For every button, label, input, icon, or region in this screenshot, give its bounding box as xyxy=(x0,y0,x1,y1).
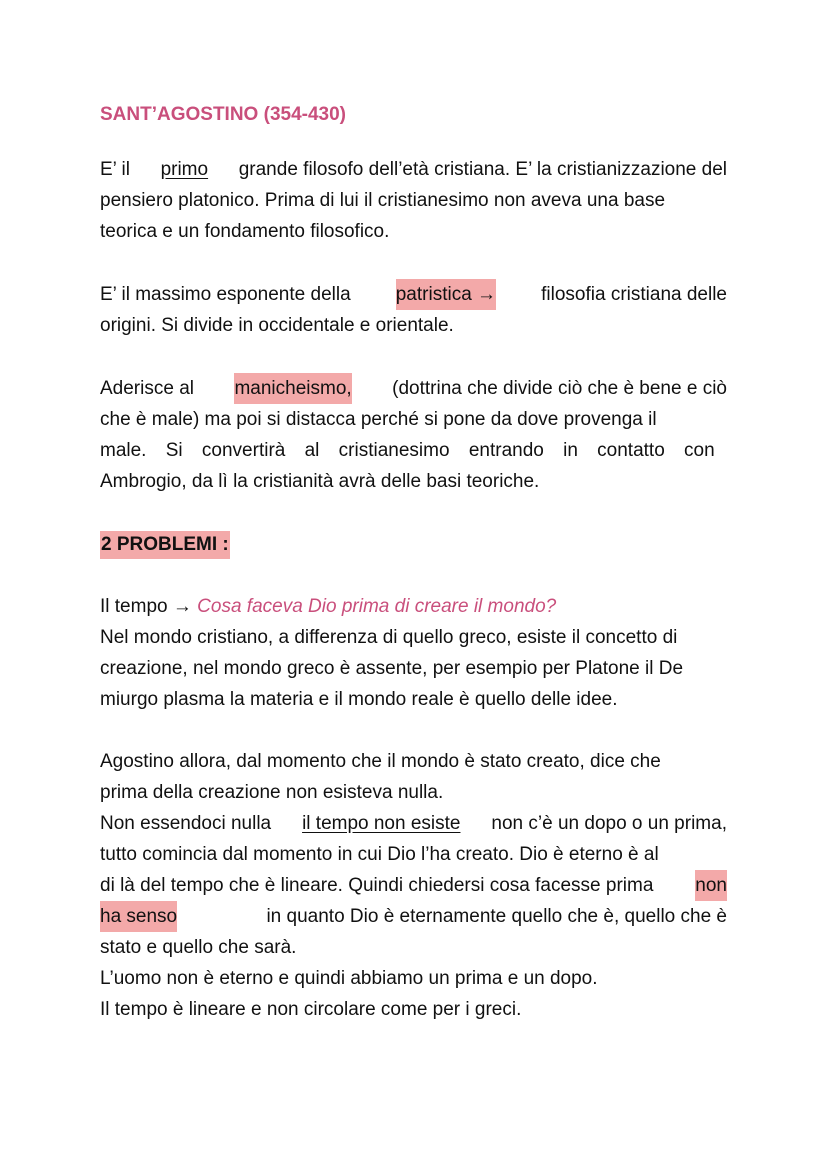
highlight-non-ha-senso: ha senso xyxy=(100,901,177,932)
paragraph-tempo xyxy=(100,591,727,715)
paragraph-agostino xyxy=(100,746,727,1025)
text-line: teorica e un fondamento filosofico. xyxy=(100,221,390,242)
text-line: E’ il primo grande filosofo dell’età cristiana. E’ la cristianizzazione del xyxy=(100,154,727,185)
text-line: E’ il massimo esponente della patristica → filosofia cristiana delle xyxy=(100,279,727,310)
text-line xyxy=(100,591,727,622)
tempo-question: Cosa faceva Dio prima di creare il mondo? xyxy=(197,596,557,617)
text-line: Agostino allora, dal momento che il mondo è stato creato, dice che xyxy=(100,751,661,772)
text-line: tutto comincia dal momento in cui Dio l’ha creato. Dio è eterno è al xyxy=(100,844,659,865)
highlight-manicheismo: manicheismo, xyxy=(234,373,351,404)
text-line: Nel mondo cristiano, a differenza di quello greco, esiste il concetto di xyxy=(100,627,678,648)
text-line: creazione, nel mondo greco è assente, per esempio per Platone il De xyxy=(100,658,684,679)
text-line: L’uomo non è eterno e quindi abbiamo un prima e un dopo. xyxy=(100,968,598,989)
paragraph-manicheismo xyxy=(100,373,727,497)
text-line: male. Si convertirà al cristianesimo entrando in contatto con xyxy=(100,440,715,461)
text-line: ha senso in quanto Dio è eternamente quello che è, quello che è xyxy=(100,901,727,932)
text-line: miurgo plasma la materia e il mondo reale è quello delle idee. xyxy=(100,689,618,710)
text-line: di là del tempo che è lineare. Quindi chiedersi cosa facesse prima non xyxy=(100,870,727,901)
text-line: Aderisce al manicheismo, (dottrina che divide ciò che è bene e ciò xyxy=(100,373,727,404)
highlight-non-ha-senso: non xyxy=(695,870,727,901)
page-title: SANT’AGOSTINO (354-430) xyxy=(100,104,346,125)
text-line: prima della creazione non esisteva nulla. xyxy=(100,782,444,803)
text-line: stato e quello che sarà. xyxy=(100,937,297,958)
text-line: Non essendoci nulla il tempo non esiste non c’è un dopo o un prima, xyxy=(100,808,727,839)
problems-heading: 2 PROBLEMI : xyxy=(100,531,230,559)
text-line: che è male) ma poi si distacca perché si pone da dove provenga il xyxy=(100,409,657,430)
text-line: Ambrogio, da lì la cristianità avrà delle basi teoriche. xyxy=(100,471,540,492)
tempo-label: Il tempo → xyxy=(100,596,192,617)
paragraph-patristica xyxy=(100,279,727,341)
underlined-word: primo xyxy=(160,159,209,180)
text-line: Il tempo è lineare e non circolare come per i greci. xyxy=(100,999,522,1020)
underlined-phrase: il tempo non esiste xyxy=(302,813,461,834)
text-line: origini. Si divide in occidentale e orientale. xyxy=(100,315,454,336)
paragraph-intro xyxy=(100,154,727,247)
highlight-patristica: patristica → xyxy=(396,279,496,310)
text-line: pensiero platonico. Prima di lui il cristianesimo non aveva una base xyxy=(100,190,666,211)
